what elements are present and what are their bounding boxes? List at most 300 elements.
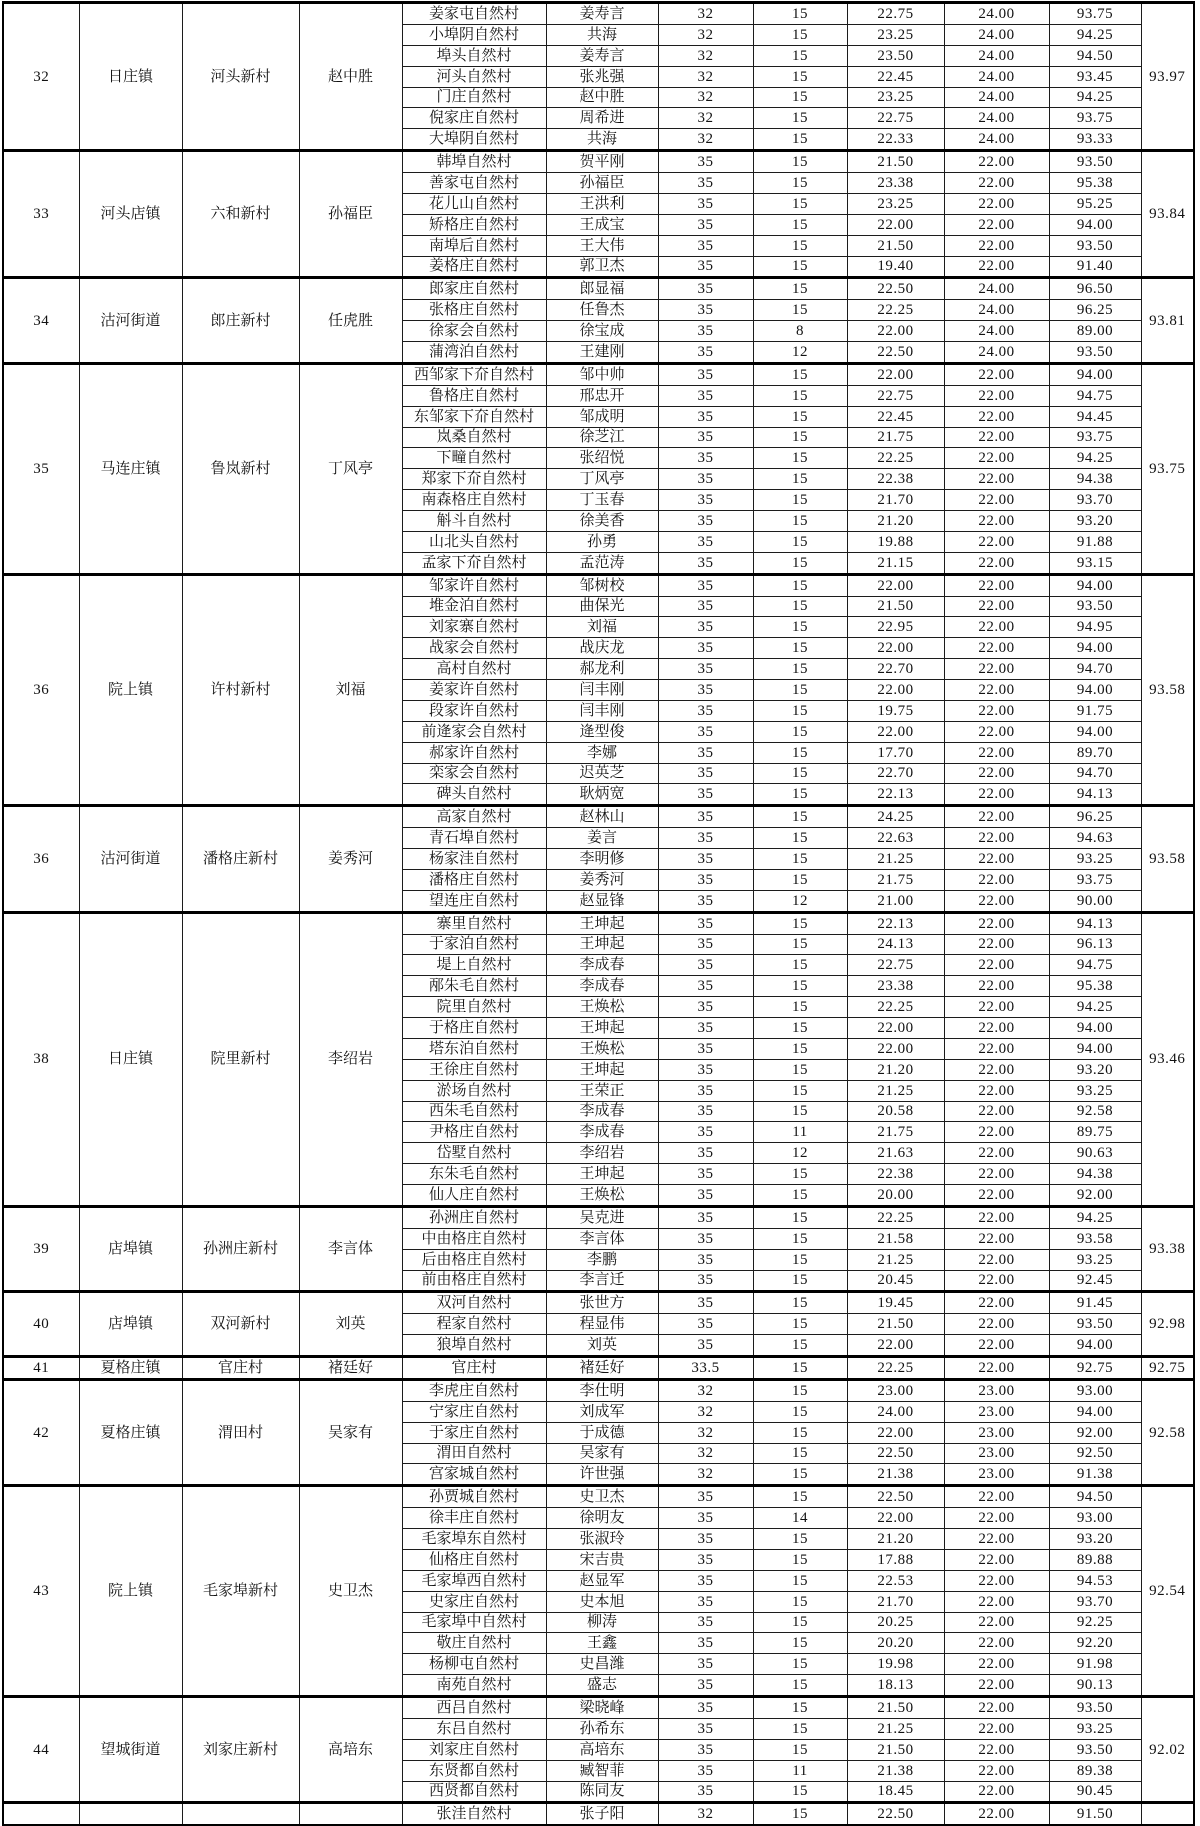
new-village-cell: 刘家庄新村: [182, 1697, 299, 1803]
natural-village-cell: 刘家庄自然村: [402, 1739, 546, 1760]
score-d-cell: 22.00: [944, 1760, 1049, 1781]
score-a-cell: 32: [658, 1443, 753, 1464]
leader-cell: 李绍岩: [299, 912, 402, 1206]
score-c-cell: 21.38: [847, 1760, 944, 1781]
score-c-cell: 22.25: [847, 1206, 944, 1228]
leader-cell: 任虎胜: [299, 278, 402, 364]
score-c-cell: 21.75: [847, 869, 944, 890]
total-cell: 89.88: [1049, 1549, 1141, 1570]
respondent-cell: 孙福臣: [546, 173, 658, 194]
score-b-cell: 15: [753, 87, 847, 108]
total-cell: 94.25: [1049, 997, 1141, 1018]
natural-village-cell: 西朱毛自然村: [402, 1101, 546, 1122]
score-c-cell: 22.45: [847, 406, 944, 427]
score-d-cell: 22.00: [944, 1529, 1049, 1550]
natural-village-cell: 善家屯自然村: [402, 173, 546, 194]
respondent-cell: 王焕松: [546, 1038, 658, 1059]
natural-village-cell: 东邹家下夼自然村: [402, 406, 546, 427]
score-d-cell: 22.00: [944, 1038, 1049, 1059]
score-d-cell: 22.00: [944, 1570, 1049, 1591]
score-d-cell: 22.00: [944, 1185, 1049, 1207]
score-c-cell: 22.45: [847, 66, 944, 87]
score-b-cell: 15: [753, 448, 847, 469]
score-b-cell: 15: [753, 1038, 847, 1059]
natural-village-cell: 蒲湾泊自然村: [402, 342, 546, 364]
total-cell: 92.50: [1049, 1443, 1141, 1464]
score-a-cell: 35: [658, 1633, 753, 1654]
natural-village-cell: 仙格庄自然村: [402, 1549, 546, 1570]
score-d-cell: 22.00: [944, 1164, 1049, 1185]
town-cell: 马连庄镇: [79, 363, 182, 574]
total-cell: 94.00: [1049, 638, 1141, 659]
respondent-cell: 逄型俊: [546, 721, 658, 742]
score-c-cell: 22.13: [847, 912, 944, 934]
natural-village-cell: 碑头自然村: [402, 784, 546, 806]
score-d-cell: 22.00: [944, 173, 1049, 194]
score-a-cell: 32: [658, 1379, 753, 1401]
natural-village-cell: 寨里自然村: [402, 912, 546, 934]
score-a-cell: 35: [658, 1335, 753, 1357]
score-a-cell: 35: [658, 1486, 753, 1508]
natural-village-cell: 埠头自然村: [402, 45, 546, 66]
score-a-cell: 35: [658, 806, 753, 828]
score-b-cell: 15: [753, 3, 847, 25]
score-d-cell: 22.00: [944, 617, 1049, 638]
score-b-cell: 15: [753, 976, 847, 997]
total-cell: 93.20: [1049, 1059, 1141, 1080]
score-b-cell: 15: [753, 1739, 847, 1760]
table-row: [3, 1379, 1194, 1401]
total-cell: 92.45: [1049, 1270, 1141, 1292]
score-c-cell: 21.15: [847, 552, 944, 574]
total-cell: 93.50: [1049, 235, 1141, 256]
respondent-cell: 王坤起: [546, 934, 658, 955]
score-a-cell: 32: [658, 24, 753, 45]
score-d-cell: 22.00: [944, 912, 1049, 934]
new-village-cell: 院里新村: [182, 912, 299, 1206]
score-d-cell: 24.00: [944, 87, 1049, 108]
natural-village-cell: 段家许自然村: [402, 700, 546, 721]
respondent-cell: 史卫杰: [546, 1486, 658, 1508]
score-c-cell: 21.75: [847, 1122, 944, 1143]
natural-village-cell: 刘家寨自然村: [402, 617, 546, 638]
table-body: [3, 3, 1194, 1826]
natural-village-cell: 战家会自然村: [402, 638, 546, 659]
score-c-cell: 21.75: [847, 427, 944, 448]
total-cell: 89.70: [1049, 742, 1141, 763]
score-c-cell: 22.00: [847, 721, 944, 742]
respondent-cell: 姜言: [546, 828, 658, 849]
respondent-cell: 王大伟: [546, 235, 658, 256]
score-b-cell: 15: [753, 1675, 847, 1697]
score-c-cell: 21.20: [847, 1529, 944, 1550]
respondent-cell: 王坤起: [546, 1018, 658, 1039]
score-d-cell: 22.00: [944, 1718, 1049, 1739]
score-b-cell: 12: [753, 890, 847, 912]
town-cell: 院上镇: [79, 1486, 182, 1697]
score-b-cell: 15: [753, 700, 847, 721]
score-b-cell: 15: [753, 849, 847, 870]
total-cell: 90.45: [1049, 1781, 1141, 1803]
respondent-cell: 战庆龙: [546, 638, 658, 659]
score-b-cell: 15: [753, 1228, 847, 1249]
respondent-cell: 王鑫: [546, 1633, 658, 1654]
total-cell: 94.00: [1049, 1018, 1141, 1039]
score-a-cell: 35: [658, 256, 753, 278]
group-no-cell: 33: [3, 151, 79, 278]
respondent-cell: 赵显锋: [546, 890, 658, 912]
natural-village-cell: 前由格庄自然村: [402, 1270, 546, 1292]
score-c-cell: 22.75: [847, 955, 944, 976]
score-a-cell: 32: [658, 1422, 753, 1443]
score-b-cell: 15: [753, 278, 847, 300]
respondent-cell: 王焕松: [546, 1185, 658, 1207]
avg-cell: 92.75: [1141, 1357, 1194, 1380]
score-b-cell: 12: [753, 1143, 847, 1164]
score-b-cell: 15: [753, 659, 847, 680]
total-cell: 94.50: [1049, 1486, 1141, 1508]
score-a-cell: 35: [658, 385, 753, 406]
leader-cell: 刘福: [299, 574, 402, 806]
score-c-cell: 19.75: [847, 700, 944, 721]
score-b-cell: 15: [753, 1314, 847, 1335]
natural-village-cell: 院里自然村: [402, 997, 546, 1018]
natural-village-cell: 山北头自然村: [402, 531, 546, 552]
leader-cell: 刘英: [299, 1292, 402, 1357]
group-no-cell: 32: [3, 3, 79, 151]
score-a-cell: 35: [658, 680, 753, 701]
score-b-cell: 15: [753, 1185, 847, 1207]
score-a-cell: 32: [658, 87, 753, 108]
total-cell: 96.25: [1049, 806, 1141, 828]
natural-village-cell: 倪家庄自然村: [402, 108, 546, 129]
total-cell: 93.70: [1049, 1591, 1141, 1612]
natural-village-cell: 尹格庄自然村: [402, 1122, 546, 1143]
score-d-cell: 24.00: [944, 321, 1049, 342]
natural-village-cell: 矫格庄自然村: [402, 214, 546, 235]
group-no-cell: 39: [3, 1206, 79, 1292]
score-a-cell: 35: [658, 469, 753, 490]
score-b-cell: 15: [753, 784, 847, 806]
avg-cell: 92.58: [1141, 1379, 1194, 1485]
score-b-cell: 15: [753, 934, 847, 955]
town-cell: 店埠镇: [79, 1292, 182, 1357]
score-a-cell: 35: [658, 321, 753, 342]
score-b-cell: 15: [753, 151, 847, 173]
table-row: [3, 3, 1194, 25]
score-d-cell: 23.00: [944, 1464, 1049, 1486]
natural-village-cell: 于家泊自然村: [402, 934, 546, 955]
respondent-cell: 张子阳: [546, 1803, 658, 1825]
natural-village-cell: 大埠阴自然村: [402, 129, 546, 151]
respondent-cell: 赵显军: [546, 1570, 658, 1591]
score-d-cell: 22.00: [944, 828, 1049, 849]
score-d-cell: 22.00: [944, 1781, 1049, 1803]
score-a-cell: 35: [658, 1612, 753, 1633]
leader-cell: [299, 1803, 402, 1825]
natural-village-cell: 郎家庄自然村: [402, 278, 546, 300]
score-b-cell: 15: [753, 763, 847, 784]
natural-village-cell: 邹家许自然村: [402, 574, 546, 596]
respondent-cell: 迟英芝: [546, 763, 658, 784]
score-d-cell: 22.00: [944, 849, 1049, 870]
score-a-cell: 35: [658, 869, 753, 890]
total-cell: 95.25: [1049, 193, 1141, 214]
total-cell: 94.38: [1049, 1164, 1141, 1185]
score-b-cell: 15: [753, 1486, 847, 1508]
score-d-cell: 22.00: [944, 427, 1049, 448]
score-d-cell: 22.00: [944, 1633, 1049, 1654]
score-a-cell: 35: [658, 151, 753, 173]
score-d-cell: 22.00: [944, 721, 1049, 742]
score-c-cell: 19.88: [847, 531, 944, 552]
total-cell: 91.98: [1049, 1654, 1141, 1675]
score-d-cell: 22.00: [944, 363, 1049, 385]
total-cell: 93.75: [1049, 869, 1141, 890]
score-b-cell: 15: [753, 955, 847, 976]
score-d-cell: 22.00: [944, 1270, 1049, 1292]
natural-village-cell: 王徐庄自然村: [402, 1059, 546, 1080]
total-cell: 94.50: [1049, 45, 1141, 66]
total-cell: 93.15: [1049, 552, 1141, 574]
new-village-cell: 潘格庄新村: [182, 806, 299, 912]
town-cell: 望城街道: [79, 1697, 182, 1803]
score-b-cell: 15: [753, 1249, 847, 1270]
respondent-cell: 郝龙利: [546, 659, 658, 680]
natural-village-cell: 西吕自然村: [402, 1697, 546, 1719]
natural-village-cell: 门庄自然村: [402, 87, 546, 108]
total-cell: 93.00: [1049, 1379, 1141, 1401]
total-cell: 92.20: [1049, 1633, 1141, 1654]
avg-cell: 93.46: [1141, 912, 1194, 1206]
score-b-cell: 15: [753, 806, 847, 828]
respondent-cell: 周希进: [546, 108, 658, 129]
score-b-cell: 15: [753, 1781, 847, 1803]
total-cell: 93.25: [1049, 1718, 1141, 1739]
score-c-cell: 22.00: [847, 1335, 944, 1357]
score-c-cell: 24.00: [847, 1401, 944, 1422]
natural-village-cell: 邴朱毛自然村: [402, 976, 546, 997]
score-a-cell: 35: [658, 742, 753, 763]
respondent-cell: 高培东: [546, 1739, 658, 1760]
score-d-cell: 22.00: [944, 1612, 1049, 1633]
score-c-cell: 23.38: [847, 173, 944, 194]
score-b-cell: 11: [753, 1760, 847, 1781]
score-c-cell: 23.00: [847, 1379, 944, 1401]
total-cell: 92.25: [1049, 1612, 1141, 1633]
respondent-cell: 徐宝成: [546, 321, 658, 342]
score-b-cell: 15: [753, 1292, 847, 1314]
score-d-cell: 22.00: [944, 490, 1049, 511]
score-a-cell: 35: [658, 596, 753, 617]
score-d-cell: 22.00: [944, 700, 1049, 721]
score-b-cell: 8: [753, 321, 847, 342]
natural-village-cell: 东朱毛自然村: [402, 1164, 546, 1185]
score-a-cell: 35: [658, 235, 753, 256]
new-village-cell: 官庄村: [182, 1357, 299, 1380]
total-cell: 95.38: [1049, 976, 1141, 997]
respondent-cell: 于成德: [546, 1422, 658, 1443]
score-b-cell: 11: [753, 1122, 847, 1143]
score-c-cell: 21.20: [847, 1059, 944, 1080]
score-a-cell: 35: [658, 721, 753, 742]
table-row: [3, 1292, 1194, 1314]
respondent-cell: 李成春: [546, 955, 658, 976]
score-a-cell: 35: [658, 828, 753, 849]
natural-village-cell: 史家庄自然村: [402, 1591, 546, 1612]
score-b-cell: 15: [753, 638, 847, 659]
respondent-cell: 郎显福: [546, 278, 658, 300]
score-d-cell: 22.00: [944, 511, 1049, 532]
score-c-cell: 19.45: [847, 1292, 944, 1314]
score-a-cell: 32: [658, 1401, 753, 1422]
natural-village-cell: 李虎庄自然村: [402, 1379, 546, 1401]
group-no-cell: 44: [3, 1697, 79, 1803]
natural-village-cell: 花儿山自然村: [402, 193, 546, 214]
score-a-cell: 35: [658, 976, 753, 997]
score-d-cell: 22.00: [944, 256, 1049, 278]
score-c-cell: 24.13: [847, 934, 944, 955]
score-c-cell: 22.00: [847, 1422, 944, 1443]
respondent-cell: 刘福: [546, 617, 658, 638]
score-d-cell: 22.00: [944, 1080, 1049, 1101]
total-cell: 93.20: [1049, 511, 1141, 532]
score-c-cell: 21.25: [847, 1718, 944, 1739]
total-cell: 89.00: [1049, 321, 1141, 342]
respondent-cell: 孟范涛: [546, 552, 658, 574]
score-a-cell: 35: [658, 1739, 753, 1760]
respondent-cell: 李言迁: [546, 1270, 658, 1292]
respondent-cell: 共海: [546, 129, 658, 151]
score-a-cell: 35: [658, 1270, 753, 1292]
total-cell: 96.13: [1049, 934, 1141, 955]
score-b-cell: 15: [753, 1379, 847, 1401]
score-a-cell: 35: [658, 1654, 753, 1675]
score-b-cell: 15: [753, 596, 847, 617]
total-cell: 93.75: [1049, 108, 1141, 129]
table-row: [3, 278, 1194, 300]
table-row: [3, 1357, 1194, 1380]
respondent-cell: 丁玉春: [546, 490, 658, 511]
score-d-cell: 22.00: [944, 596, 1049, 617]
total-cell: 91.88: [1049, 531, 1141, 552]
score-d-cell: 24.00: [944, 45, 1049, 66]
total-cell: 94.38: [1049, 469, 1141, 490]
respondent-cell: 王荣正: [546, 1080, 658, 1101]
respondent-cell: 王坤起: [546, 912, 658, 934]
score-a-cell: 35: [658, 784, 753, 806]
total-cell: 92.00: [1049, 1422, 1141, 1443]
score-d-cell: 24.00: [944, 300, 1049, 321]
score-c-cell: 21.50: [847, 235, 944, 256]
respondent-cell: 邹成明: [546, 406, 658, 427]
town-cell: 店埠镇: [79, 1206, 182, 1292]
natural-village-cell: 张洼自然村: [402, 1803, 546, 1825]
score-d-cell: 22.00: [944, 1101, 1049, 1122]
score-c-cell: 22.25: [847, 997, 944, 1018]
town-cell: 日庄镇: [79, 912, 182, 1206]
natural-village-cell: 鲁格庄自然村: [402, 385, 546, 406]
natural-village-cell: 高村自然村: [402, 659, 546, 680]
score-a-cell: 35: [658, 1228, 753, 1249]
total-cell: 93.50: [1049, 1739, 1141, 1760]
natural-village-cell: 塔东泊自然村: [402, 1038, 546, 1059]
score-b-cell: 15: [753, 1803, 847, 1825]
respondent-cell: 王成宝: [546, 214, 658, 235]
respondent-cell: 李成春: [546, 976, 658, 997]
score-a-cell: 35: [658, 363, 753, 385]
score-c-cell: 22.00: [847, 363, 944, 385]
score-c-cell: 23.25: [847, 87, 944, 108]
total-cell: 94.25: [1049, 448, 1141, 469]
respondent-cell: 孙勇: [546, 531, 658, 552]
score-b-cell: 15: [753, 173, 847, 194]
table-row: [3, 151, 1194, 173]
score-a-cell: 35: [658, 1185, 753, 1207]
score-a-cell: 35: [658, 1018, 753, 1039]
total-cell: 94.13: [1049, 784, 1141, 806]
natural-village-cell: 望连庄自然村: [402, 890, 546, 912]
score-a-cell: 35: [658, 1101, 753, 1122]
leader-cell: 丁风亭: [299, 363, 402, 574]
score-table-sheet: [2, 1, 1195, 1826]
score-a-cell: 35: [658, 934, 753, 955]
score-c-cell: 22.75: [847, 3, 944, 25]
town-cell: 沽河街道: [79, 278, 182, 364]
total-cell: 94.75: [1049, 955, 1141, 976]
score-b-cell: 15: [753, 1401, 847, 1422]
score-a-cell: 35: [658, 1697, 753, 1719]
respondent-cell: 陈同友: [546, 1781, 658, 1803]
score-d-cell: 22.00: [944, 1549, 1049, 1570]
score-a-cell: 35: [658, 406, 753, 427]
total-cell: 89.38: [1049, 1760, 1141, 1781]
natural-village-cell: 杨家洼自然村: [402, 849, 546, 870]
score-b-cell: 15: [753, 1529, 847, 1550]
score-b-cell: 14: [753, 1508, 847, 1529]
score-c-cell: 21.25: [847, 1080, 944, 1101]
total-cell: 92.00: [1049, 1185, 1141, 1207]
score-b-cell: 15: [753, 256, 847, 278]
leader-cell: 史卫杰: [299, 1486, 402, 1697]
natural-village-cell: 程家自然村: [402, 1314, 546, 1335]
score-c-cell: 22.50: [847, 1443, 944, 1464]
score-a-cell: 35: [658, 1760, 753, 1781]
score-d-cell: 22.00: [944, 1357, 1049, 1380]
group-no-cell: 40: [3, 1292, 79, 1357]
score-a-cell: 35: [658, 1080, 753, 1101]
score-c-cell: 22.75: [847, 108, 944, 129]
total-cell: 95.38: [1049, 173, 1141, 194]
respondent-cell: 曲保光: [546, 596, 658, 617]
group-no-cell: 34: [3, 278, 79, 364]
respondent-cell: 李成春: [546, 1122, 658, 1143]
score-d-cell: 24.00: [944, 24, 1049, 45]
respondent-cell: 邢忠开: [546, 385, 658, 406]
natural-village-cell: 东贤都自然村: [402, 1760, 546, 1781]
total-cell: 94.00: [1049, 721, 1141, 742]
natural-village-cell: 官庄村: [402, 1357, 546, 1380]
natural-village-cell: 孙贾城自然村: [402, 1486, 546, 1508]
score-d-cell: 22.00: [944, 1675, 1049, 1697]
score-d-cell: 22.00: [944, 742, 1049, 763]
respondent-cell: 贺平刚: [546, 151, 658, 173]
score-c-cell: 23.38: [847, 976, 944, 997]
total-cell: 93.50: [1049, 151, 1141, 173]
score-a-cell: 35: [658, 849, 753, 870]
score-a-cell: 35: [658, 617, 753, 638]
total-cell: 94.25: [1049, 1206, 1141, 1228]
